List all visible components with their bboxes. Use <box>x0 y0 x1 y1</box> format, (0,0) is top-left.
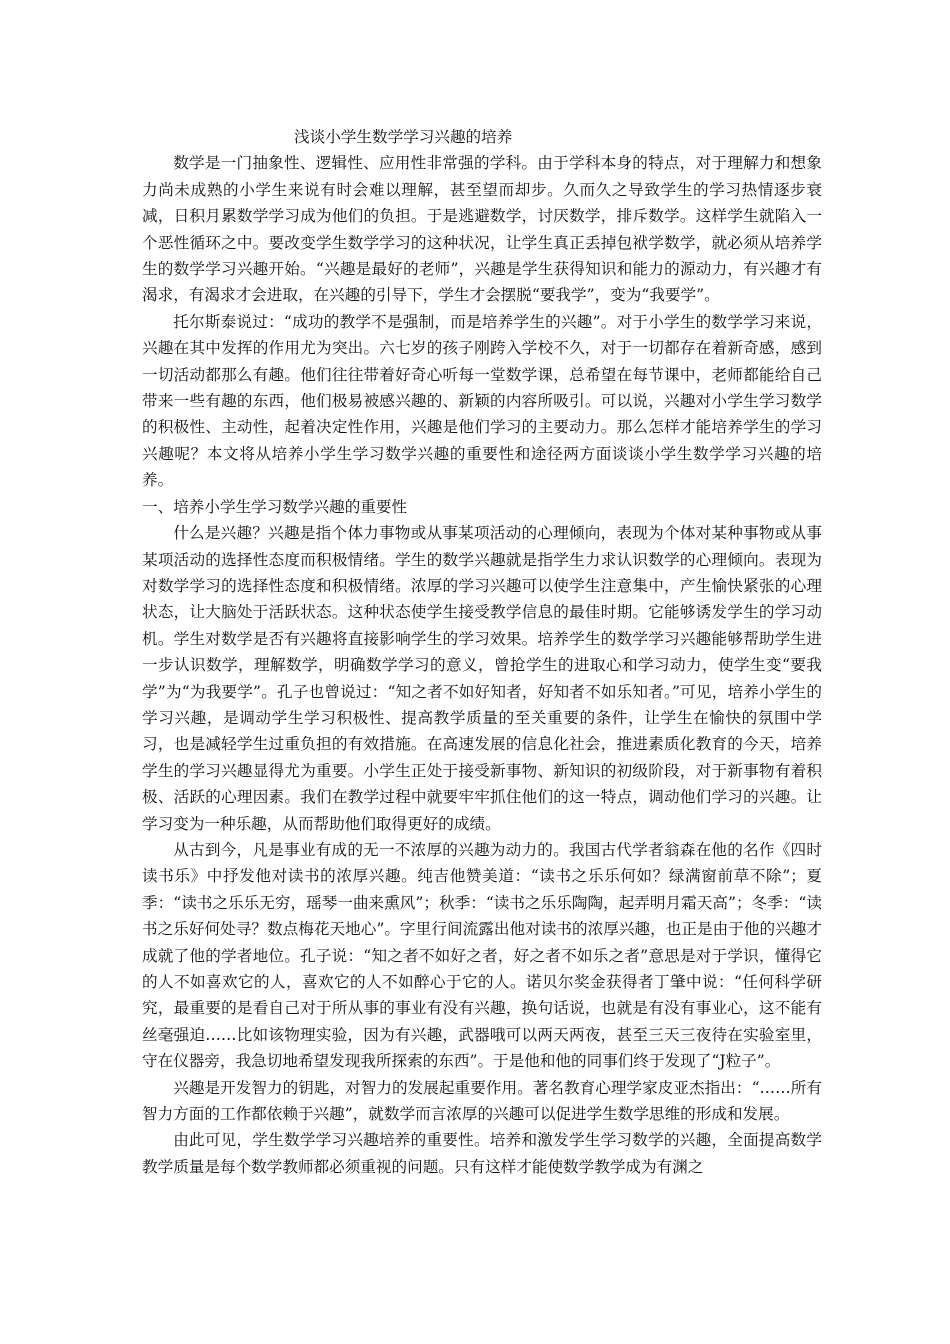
document-page <box>142 124 822 1180</box>
section1-paragraph-2: 从古到今，凡是事业有成的无一不浓厚的兴趣为动力的。我国古代学者翁森在他的名作《四时读书乐》中抒发他对读书的浓厚兴趣。纯吉他赞美道：“读书之乐乐何如？绿满窗前草不除”；夏季：“读书之乐乐无穷，瑶琴一曲来熏风”；秋季：“读书之乐乐陶陶，起弄明月霜天高”；冬季：“读书之乐好何处寻？数点梅花天地心”。字里行间流露出他对读书的浓厚兴趣，也正是由于他的兴趣才成就了他的学者地位。孔子说：“知之者不如好之者，好之者不如乐之者”意思是对于学识，懂得它的人不如喜欢它的人，喜欢它的人不如醉心于它的人。诺贝尔奖金获得者丁肇中说：“任何科学研究，最重要的是看自己对于所从事的事业有没有兴趣，换句话说，也就是有没有事业心，这不能有丝毫强迫……比如该物理实验，因为有兴趣，武器哦可以两天两夜，甚至三天三夜待在实验室里，守在仪器旁，我急切地希望发现我所探索的东西”。于是他和他的同事们终于发现了“J粒子”。 <box>142 840 822 1071</box>
intro-paragraph-1: 数学是一门抽象性、逻辑性、应用性非常强的学科。由于学科本身的特点，对于理解力和想象力尚未成熟的小学生来说有时会难以理解，甚至望而却步。久而久之导致学生的学习热情逐步衰减，日积月累数学学习成为他们的负担。于是逃避数学，讨厌数学，排斥数学。这样学生就陷入一个恶性循环之中。要改变学生数学学习的这种状况，让学生真正丢掉包袱学数学，就必须从培养学生的数学学习兴趣开始。“兴趣是最好的老师”，兴趣是学生获得知识和能力的源动力，有兴趣才有渴求，有渴求才会进取，在兴趣的引导下，学生才会摆脱“要我学”，变为“我要学”。 <box>142 154 822 305</box>
section1-paragraph-1: 什么是兴趣？兴趣是指个体力事物或从事某项活动的心理倾向，表现为个体对某种事物或从事某项活动的选择性态度而积极情绪。学生的数学兴趣就是指学生力求认识数学的心理倾向。表现为对数学学习的选择性态度和积极情绪。浓厚的学习兴趣可以使学生注意集中，产生愉快紧张的心理状态，让大脑处于活跃状态。这种状态使学生接受教学信息的最佳时期。它能够诱发学生的学习动机。学生对数学是否有兴趣将直接影响学生的学习效果。培养学生的数学学习兴趣能够帮助学生进一步认识数学，理解数学，明确数学学习的意义，曾抢学生的进取心和学习动力，使学生变“要我学”为“为我要学”。孔子也曾说过：“知之者不如好知者，好知者不如乐知者。”可见，培养小学生的学习兴趣，是调动学生学习积极性、提高教学质量的至关重要的条件，让学生在愉快的氛围中学习，也是减轻学生过重负担的有效措施。在高速发展的信息化社会，推进素质化教育的今天，培养学生的学习兴趣显得尤为重要。小学生正处于接受新事物、新知识的初级阶段，对于新事物有着积极、活跃的心理因素。我们在教学过程中就要牢牢抓住他们的这一特点，调动他们学习的兴趣。让学习变为一种乐趣，从而帮助他们取得更好的成绩。 <box>142 524 822 833</box>
intro-paragraph-2: 托尔斯泰说过：“成功的教学不是强制，而是培养学生的兴趣”。对于小学生的数学学习来说，兴趣在其中发挥的作用尤为突出。六七岁的孩子刚跨入学校不久，对于一切都存在着新奇感，感到一切活动都那么有趣。他们往往带着好奇心听每一堂数学课，总希望在每节课中，老师都能给自己带来一些有趣的东西，他们极易被感兴趣的、新颖的内容所吸引。可以说，兴趣对小学生学习数学的积极性、主动性，起着决定性作用，兴趣是他们学习的主要动力。那么怎样才能培养学生的学习兴趣呢？本文将从培养小学生学习数学兴趣的重要性和途径两方面谈谈小学生数学学习兴趣的培养。 <box>142 312 822 490</box>
document-title: 浅谈小学生数学学习兴趣的培养 <box>294 128 513 146</box>
section-heading-1: 一、培养小学生学习数学兴趣的重要性 <box>142 497 408 516</box>
section1-paragraph-4: 由此可见，学生数学学习兴趣培养的重要性。培养和激发学生学习数学的兴趣，全面提高数学教学质量是每个数学教师都必须重视的问题。只有这样才能使数学教学成为有渊之 <box>142 1131 822 1176</box>
section1-paragraph-3: 兴趣是开发智力的钥匙，对智力的发展起重要作用。著名教育心理学家皮亚杰指出：“……所有智力方面的工作都依赖于兴趣”，就数学而言浓厚的兴趣可以促进学生数学思维的形成和发展。 <box>142 1078 822 1124</box>
